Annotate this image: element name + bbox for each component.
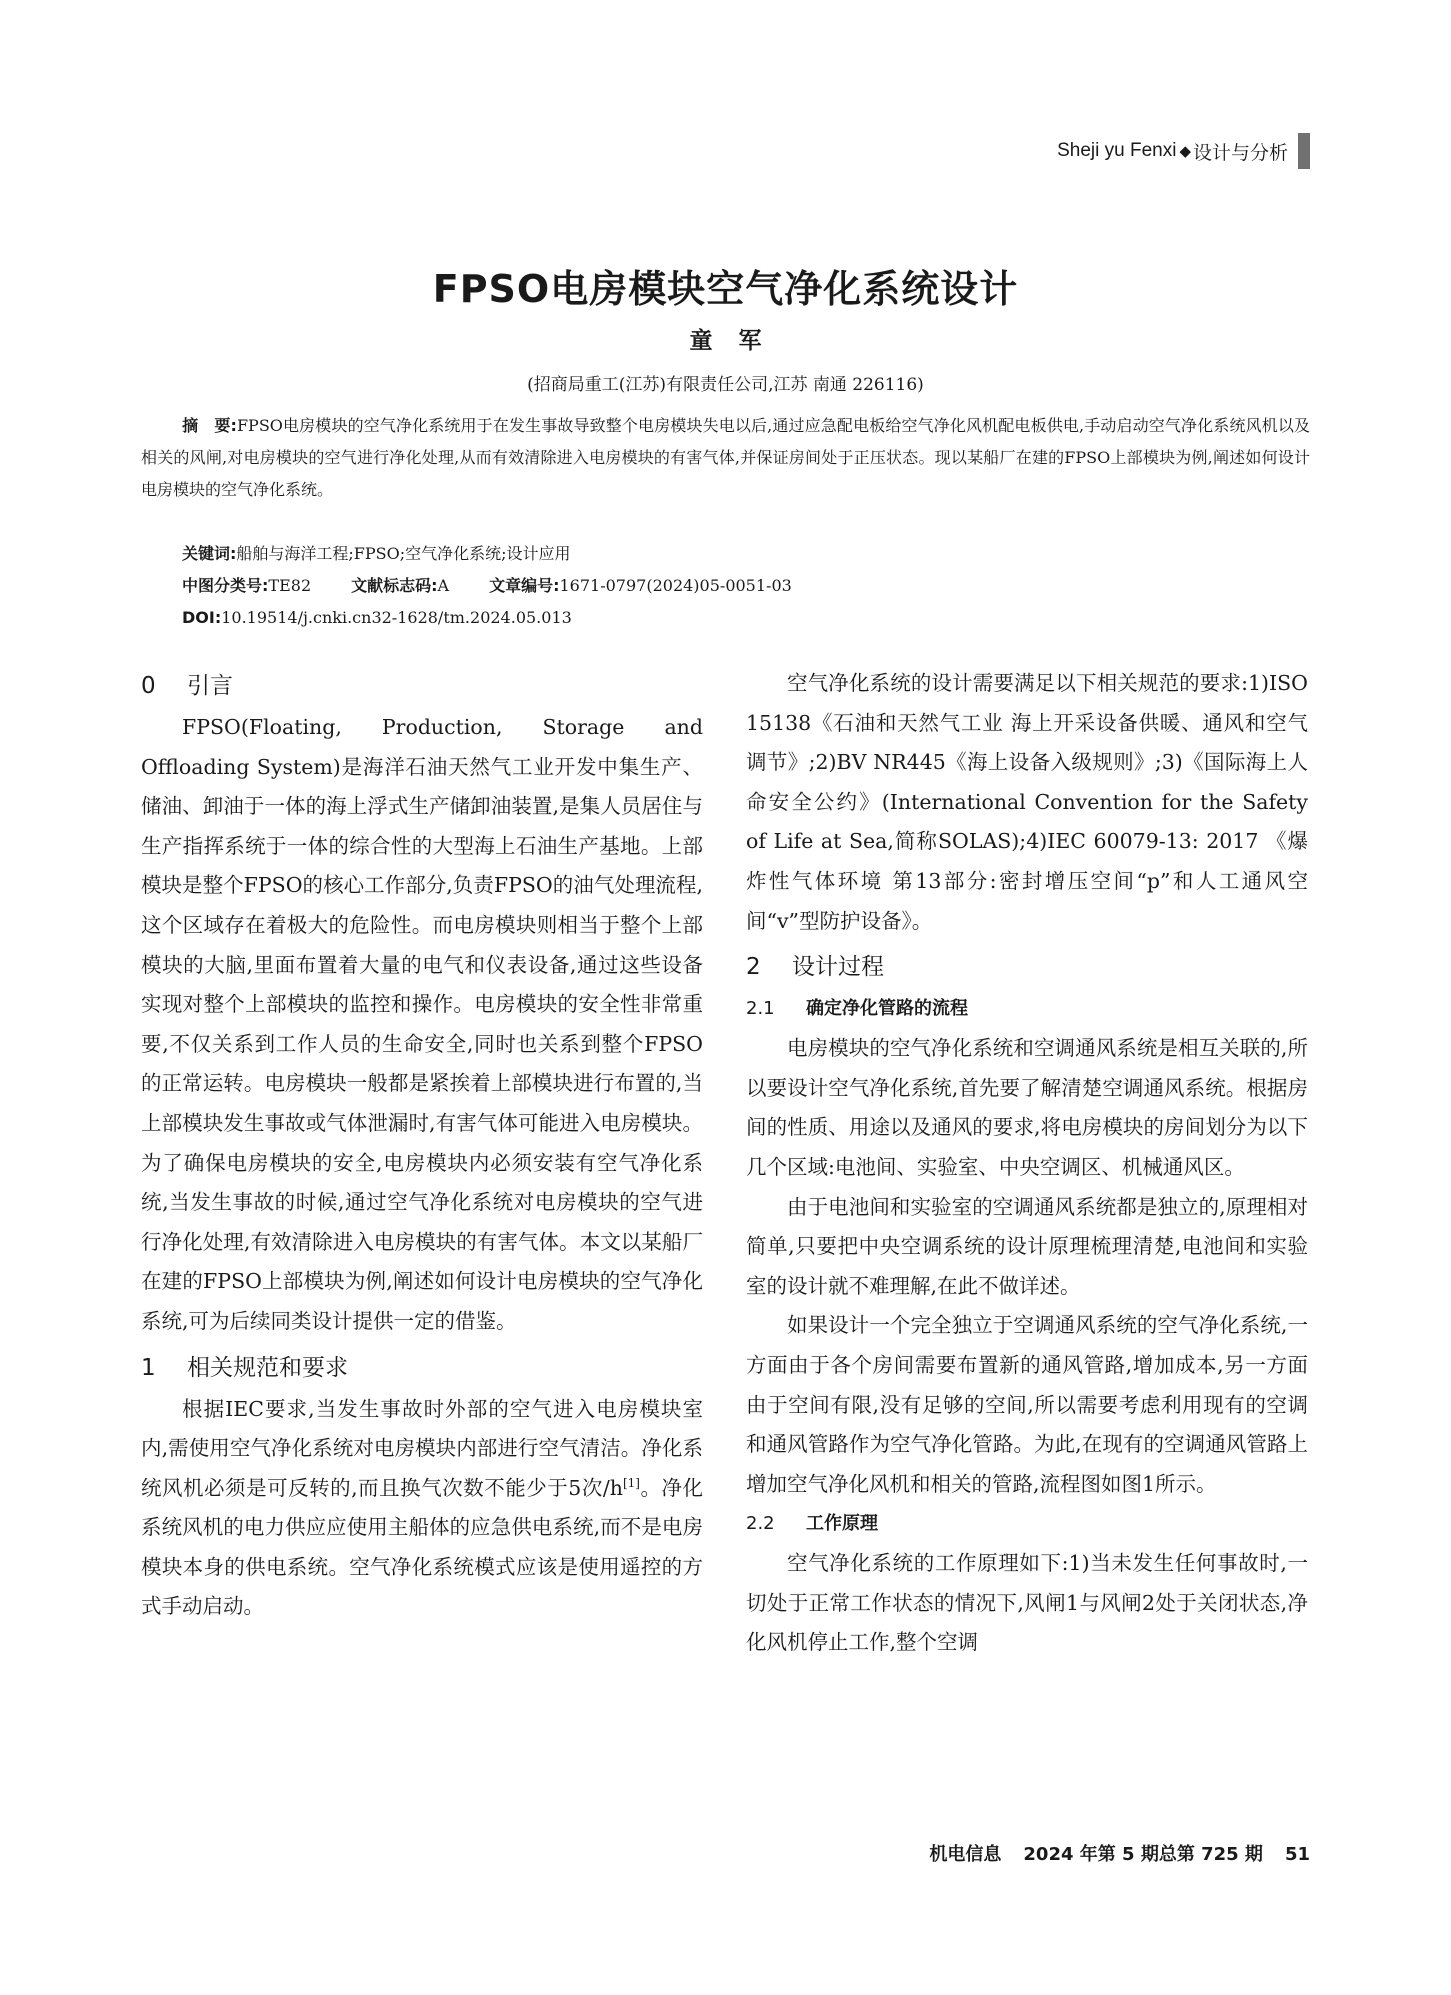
flow-paragraph-3: 如果设计一个完全独立于空调通风系统的空气净化系统,一方面由于各个房间需要布置新的通风管路,增加成本,另一方面由于空间有限,没有足够的空间,所以需要考虑利用现有的空调和通风管路作为空气净化管路。为此,在现有的空调通风管路上增加空气净化风机和相关的管路,流程图如图1所示。 (746, 1313, 1308, 1496)
doi-value: 10.19514/j.cnki.cn32-1628/tm.2024.05.013 (221, 608, 572, 627)
intro-paragraph: FPSO(Floating, Production, Storage and Offloading System)是海洋石油天然气工业开发中集生产、储油、卸油于一体的海上浮式生产储卸油装置,是集人员居住与生产指挥系统于一体的综合性的大型海上石油生产基地。上部模块是整个FPSO的核心工作部分,负责FPSO的油气处理流程,这个区域存在着极大的危险性。而电房模块则相当于整个上部模块的大脑,里面布置着大量的电气和仪表设备,通过这些设备实现对整个上部模块的监控和操作。电房模块的安全性非常重要,不仅关系到工作人员的生命安全,同时也关系到整个FPSO的正常运转。电房模块一般都是紧挨着上部模块进行布置的,当上部模块发生事故或气体泄漏时,有害气体可能进入电房模块。为了确保电房模块的安全,电房模块内必须安装有空气净化系统,当发生事故的时候,通过空气净化系统对电房模块的空气进行净化处理,有效清除进入电房模块的有害气体。本文以某船厂在建的FPSO上部模块为例,阐述如何设计电房模块的空气净化系统,可为后续同类设计提供一定的借鉴。 (141, 715, 703, 1333)
diamond-icon: ◆ (1179, 143, 1191, 160)
article-number-value: 1671-0797(2024)05-0051-03 (559, 576, 792, 595)
abstract-text: FPSO电房模块的空气净化系统用于在发生事故导致整个电房模块失电以后,通过应急配电板给空气净化风机配电板供电,手动启动空气净化系统风机以及相关的风闸,对电房模块的空气进行净化处理,从而有效清除进入电房模块的有害气体,并保证房间处于正压状态。现以某船厂在建的FPSO上部模块为例,阐述如何设计电房模块的空气净化系统。 (141, 416, 1310, 499)
abstract (141, 410, 1310, 506)
author-affiliation: (招商局重工(江苏)有限责任公司,江苏 南通 226116) (527, 375, 924, 395)
doc-code-value: A (437, 576, 450, 595)
citation-ref: [1] (622, 1475, 640, 1490)
running-header (1057, 131, 1310, 171)
header-bar-decoration (1298, 133, 1310, 169)
left-column (141, 664, 703, 1627)
right-column (746, 664, 1308, 1663)
standards-paragraph-2: 空气净化系统的设计需要满足以下相关规范的要求:1)ISO 15138《石油和天然气工业 海上开采设备供暖、通风和空气调节》;2)BV NR445《海上设备入级规则》;3)《国际海上人命安全公约》(International Convention for the Safety of Life at Sea,简称SOLAS);4)IEC 60079-13: 2017 《爆炸性气体环境 第13部分:密封增压空间“p”和人工通风空间“v”型防护设备》。 (746, 671, 1308, 933)
issue-info: 2024 年第 5 期总第 725 期 (1023, 1844, 1263, 1865)
subsection-heading-flow: 2.1 确定净化管路的流程 (746, 998, 968, 1020)
page-footer (929, 1840, 1310, 1866)
doi-line (182, 602, 572, 634)
running-header-pinyin: Sheji yu Fenxi (1057, 140, 1177, 161)
classification-line (182, 570, 792, 602)
standards-paragraph-1: 根据IEC要求,当发生事故时外部的空气进入电房模块室内,需使用空气净化系统对电房模块内部进行空气清洁。净化系统风机必须是可反转的,而且换气次数不能少于5次/h[1]。净化系统风机的电力供应应使用主船体的应急供电系统,而不是电房模块本身的供电系统。空气净化系统模式应该是使用遥控的方式手动启动。 (141, 1396, 704, 1619)
subsection-heading-principle: 2.2 工作原理 (746, 1513, 878, 1535)
abstract-label: 摘 要: (182, 416, 237, 435)
keywords-label: 关键词: (182, 544, 237, 563)
keywords-line (182, 538, 571, 570)
author-name: 童军 (689, 328, 788, 354)
journal-name: 机电信息 (929, 1844, 1002, 1865)
section-heading-design: 2 设计过程 (746, 954, 884, 981)
flow-paragraph-1: 电房模块的空气净化系统和空调通风系统是相互关联的,所以要设计空气净化系统,首先要了解清楚空调通风系统。根据房间的性质、用途以及通风的要求,将电房模块的房间划分为以下几个区域:电池间、实验室、中央空调区、机械通风区。 (746, 1036, 1308, 1179)
article-number-label: 文章编号: (489, 576, 560, 595)
page-number: 51 (1284, 1844, 1310, 1865)
doc-code-label: 文献标志码: (351, 576, 438, 595)
paper-title: FPSO电房模块空气净化系统设计 (432, 267, 1019, 311)
section-heading-standards: 1 相关规范和要求 (141, 1354, 348, 1381)
flow-paragraph-2: 由于电池间和实验室的空调通风系统都是独立的,原理相对简单,只要把中央空调系统的设计原理梳理清楚,电池间和实验室的设计就不难理解,在此不做详述。 (746, 1194, 1308, 1298)
clc-label: 中图分类号: (182, 576, 269, 595)
section-heading-intro: 0 引言 (141, 673, 233, 699)
running-header-section: 设计与分析 (1192, 142, 1288, 164)
clc-value: TE82 (268, 576, 312, 595)
keywords-text: 船舶与海洋工程;FPSO;空气净化系统;设计应用 (236, 544, 571, 563)
principle-paragraph-1: 空气净化系统的工作原理如下:1)当未发生任何事故时,一切处于正常工作状态的情况下,风闸1与风闸2处于关闭状态,净化风机停止工作,整个空调 (746, 1551, 1308, 1655)
doi-label: DOI: (182, 608, 222, 627)
